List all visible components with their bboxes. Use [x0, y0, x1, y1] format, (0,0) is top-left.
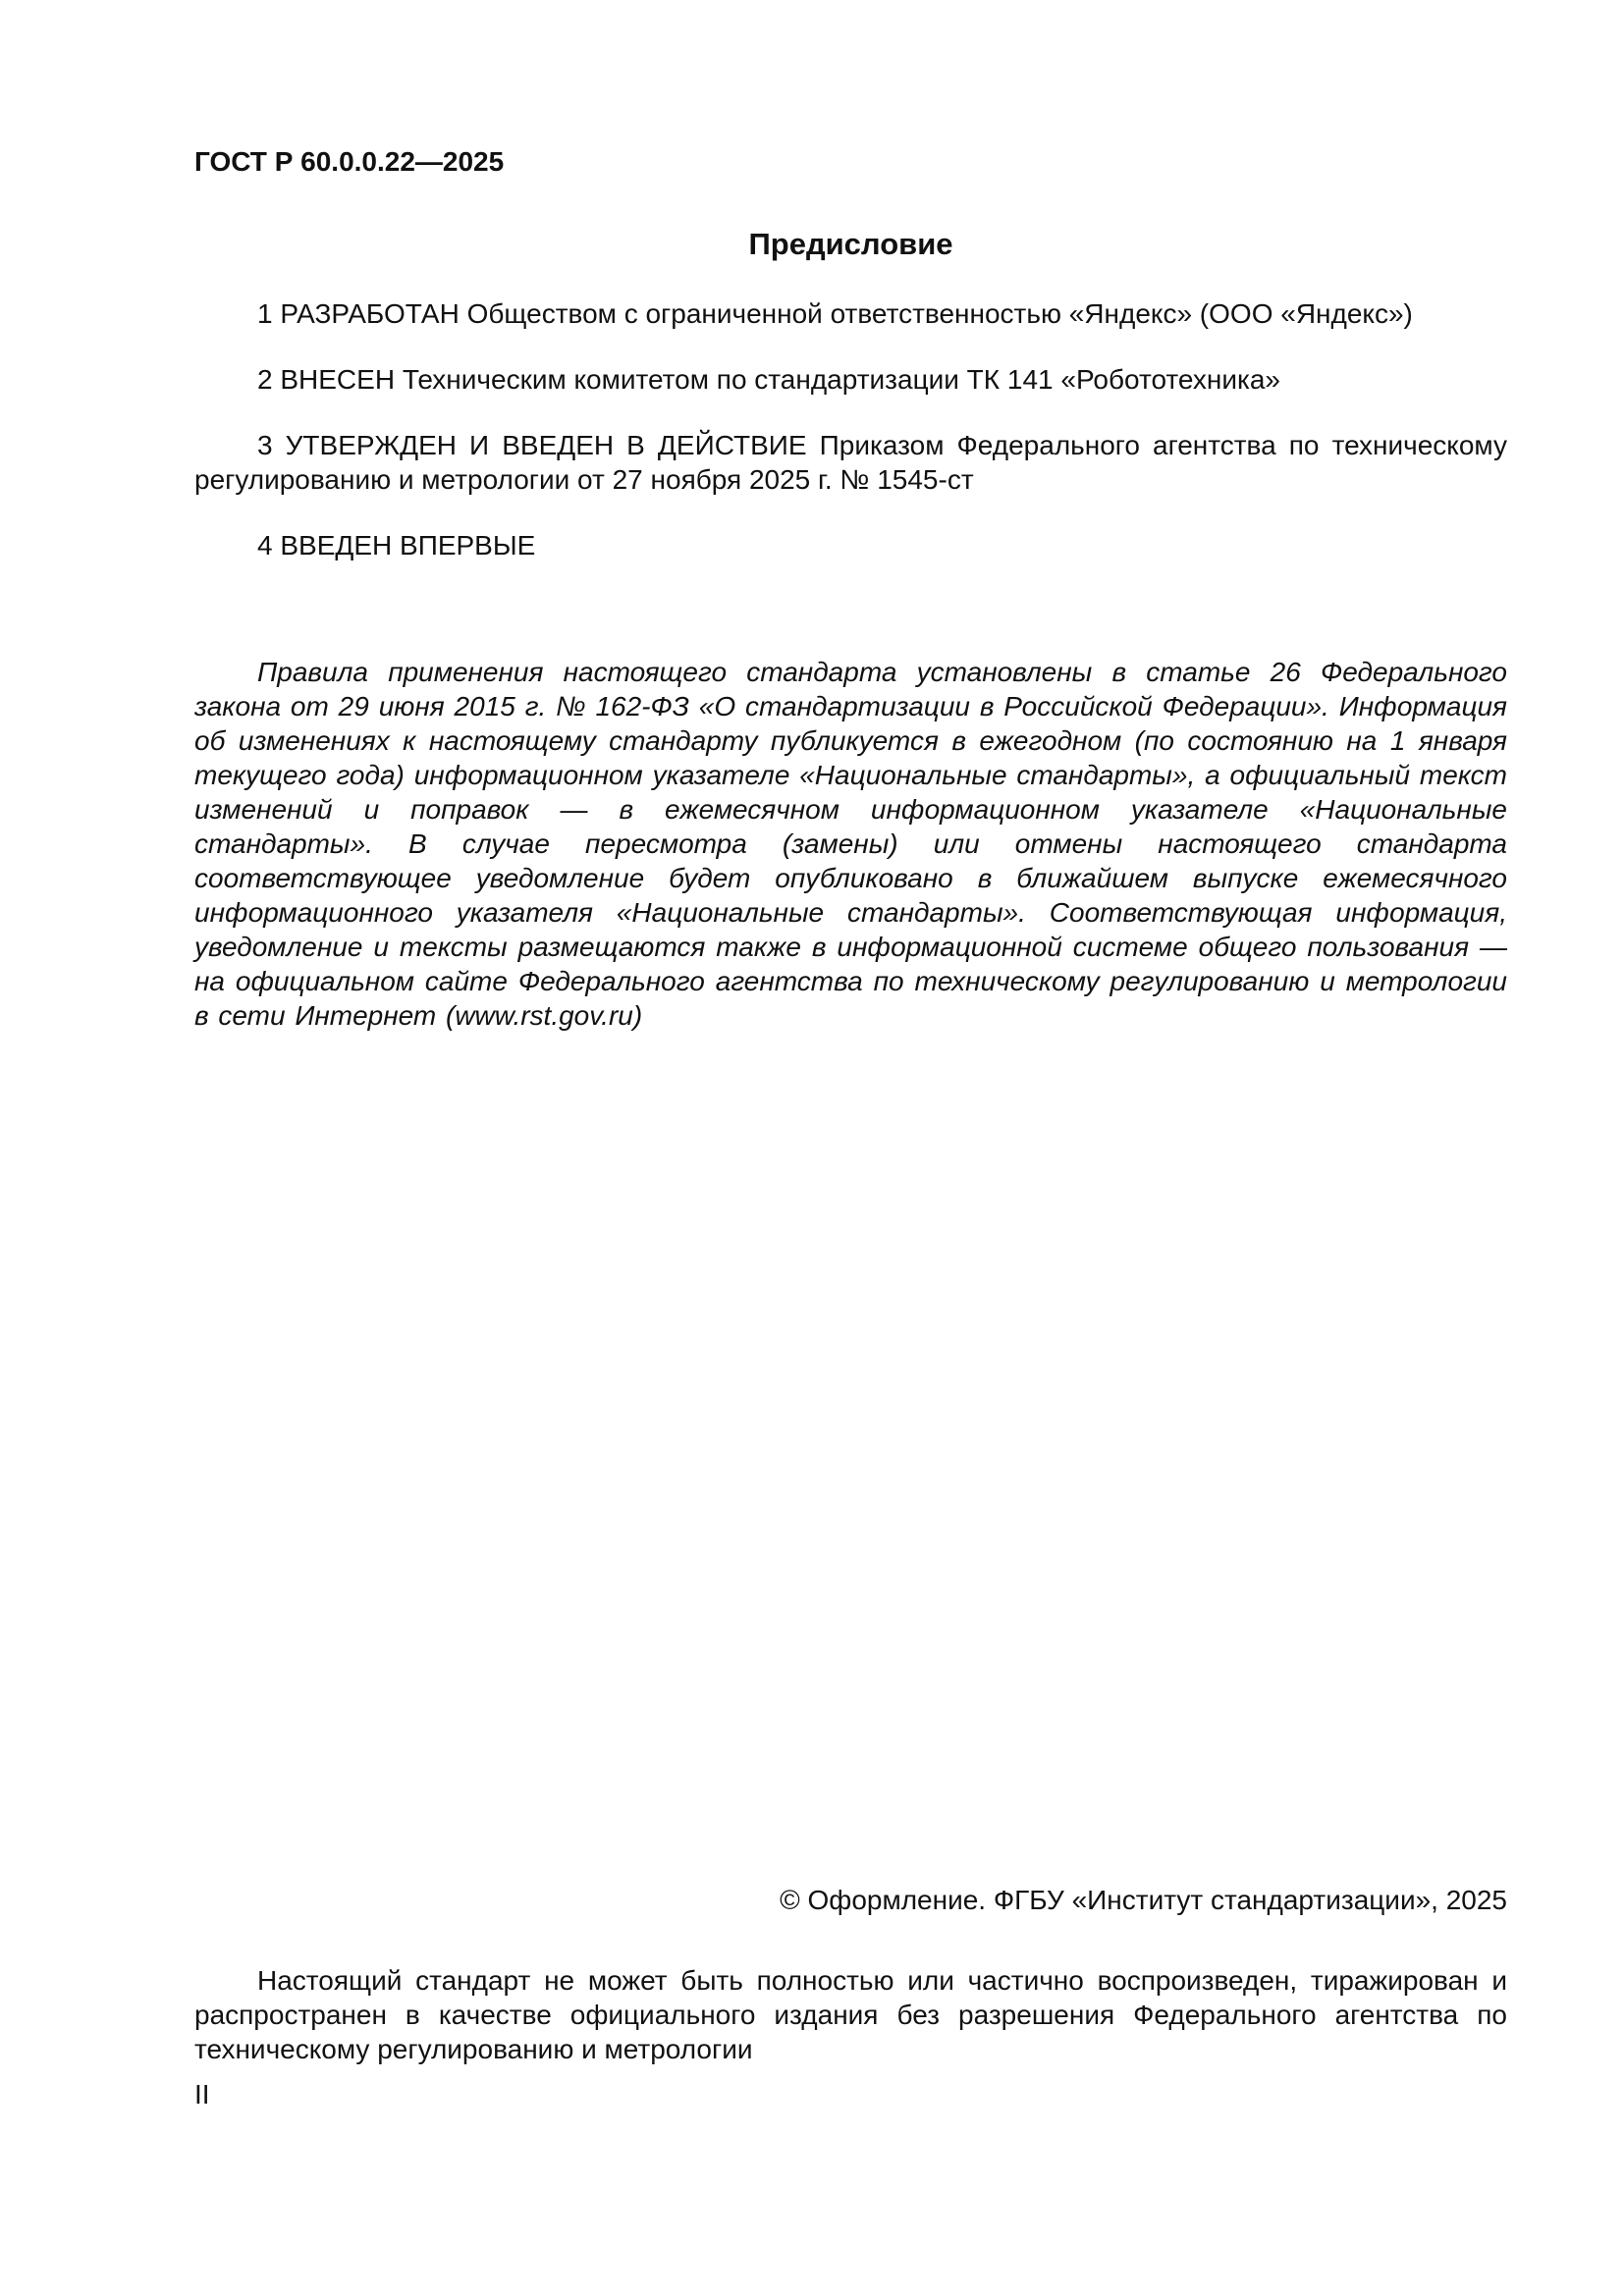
standard-designation: ГОСТ Р 60.0.0.22—2025 — [194, 146, 505, 177]
foreword-item-developed: 1 РАЗРАБОТАН Обществом с ограниченной ответственностью «Яндекс» (ООО «Яндекс») — [257, 298, 1413, 329]
reproduction-restriction-notice: Настоящий стандарт не может быть полностью или частично воспроизведен, тиражирован и распространен в качестве официального издания без разрешения Федерального агентства по техническому регулированию и метрологии — [194, 1965, 1507, 2064]
page-title: Предисловие — [748, 227, 953, 261]
foreword-item-submitted: 2 ВНЕСЕН Техническим комитетом по стандартизации ТК 141 «Робототехника» — [257, 364, 1281, 395]
foreword-item-approved: 3 УТВЕРЖДЕН И ВВЕДЕН В ДЕЙСТВИЕ Приказом Федерального агентства по техническому регулированию и метрологии от 27 ноября 2025 г. № 1545-ст — [194, 430, 1507, 495]
foreword-item-first-introduced: 4 ВВЕДЕН ВПЕРВЫЕ — [257, 530, 536, 561]
application-rules-notice: Правила применения настоящего стандарта установлены в статье 26 Федерального закона от 29 июня 2015 г. № 162-ФЗ «О стандартизации в Российской Федерации». Информация об изменениях к настоящему стандарту публикуется в ежегодном (по состоянию на 1 января текущего года) информационном указателе «Национальные стандарты», а официальный текст изменений и поправок — в ежемесячном информационном указателе «Национальные стандарты». В случае пересмотра (замены) или отмены настоящего стандарта соответствующее уведомление будет опубликовано в ближайшем выпуске ежемесячного информационного указателя «Национальные стандарты». Соответствующая информация, уведомление и тексты размещаются также в информационной системе общего пользования — на официальном сайте Федерального агентства по техническому регулированию и метрологии в сети Интернет (www.rst.gov.ru) — [194, 657, 1507, 1031]
page-number: II — [194, 2079, 210, 2109]
copyright-line: © Оформление. ФГБУ «Институт стандартизации», 2025 — [780, 1885, 1507, 1915]
